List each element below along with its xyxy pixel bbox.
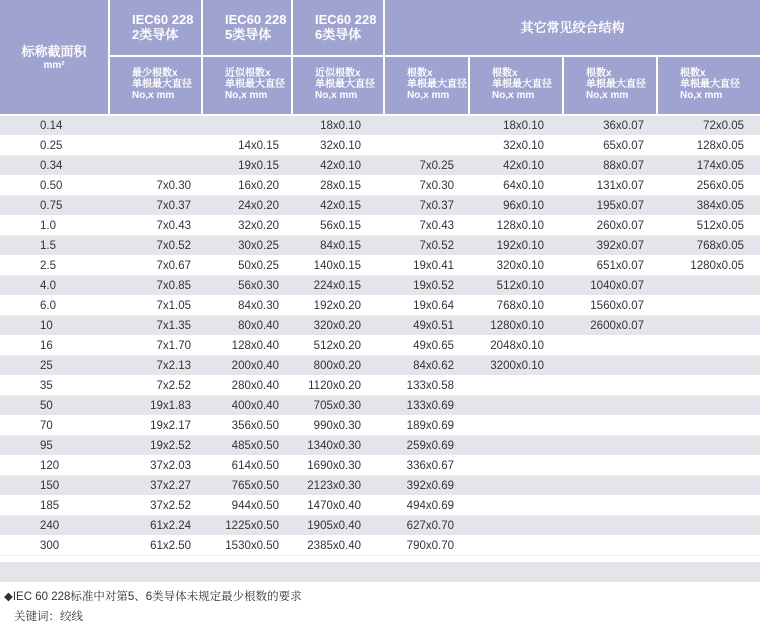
structure-cell [564,536,658,556]
structure-cell [658,516,760,536]
structure-cell [658,336,760,356]
sub-header-cell [385,57,470,116]
structure-cell [564,356,658,376]
table-row [0,476,760,496]
structure-cell: 1905x0.40 [293,516,385,536]
structure-cell: 1470x0.40 [293,496,385,516]
structure-cell: 2123x0.30 [293,476,385,496]
structure-cell: 18x0.10 [470,116,564,136]
structure-cell: 494x0.69 [385,496,470,516]
structure-cell: 50x0.25 [203,256,293,276]
structure-cell: 42x0.15 [293,196,385,216]
structure-cell: 72x0.05 [658,116,760,136]
structure-cell [658,496,760,516]
sub-header-line2: 单根最大直径 [407,79,467,90]
sub-header-line3: No,x mm [492,90,535,101]
structure-cell: 614x0.50 [203,456,293,476]
table-body [0,116,760,556]
structure-cell [658,436,760,456]
header-iec-class2-line1: IEC60 228 [132,12,194,27]
structure-cell: 320x0.10 [470,256,564,276]
structure-cell: 790x0.70 [385,536,470,556]
sub-header-line1: 根数x [680,68,706,79]
structure-cell: 64x0.10 [470,176,564,196]
header-other-structures: 其它常见绞合结构 [385,0,760,57]
sub-header-line2: 单根最大直径 [225,79,285,90]
structure-cell [385,116,470,136]
structure-cell [658,416,760,436]
structure-cell [564,336,658,356]
table-row [0,156,760,176]
structure-cell: 200x0.40 [203,356,293,376]
table-row [0,336,760,356]
structure-cell: 392x0.07 [564,236,658,256]
structure-cell: 19x1.83 [110,396,203,416]
structure-cell: 88x0.07 [564,156,658,176]
structure-cell: 36x0.07 [564,116,658,136]
sub-header-line1: 近似根数x [315,68,361,79]
structure-cell: 19x0.52 [385,276,470,296]
structure-cell: 400x0.40 [203,396,293,416]
structure-cell: 384x0.05 [658,196,760,216]
structure-cell: 37x2.03 [110,456,203,476]
sub-header-line1: 根数x [407,68,433,79]
structure-cell: 24x0.20 [203,196,293,216]
header-cross-section-title: 标称截面积 [21,43,87,59]
structure-cell [564,376,658,396]
table-row [0,256,760,276]
structure-cell [658,396,760,416]
structure-cell: 7x0.52 [385,236,470,256]
sub-header-line1: 近似根数x [225,68,271,79]
structure-cell: 651x0.07 [564,256,658,276]
structure-cell: 1040x0.07 [564,276,658,296]
cross-section-cell: 2.5 [0,256,110,276]
structure-cell: 7x1.05 [110,296,203,316]
sub-header-line2: 单根最大直径 [586,79,646,90]
structure-cell [564,396,658,416]
table-footer-band [0,562,760,582]
structure-cell: 7x2.52 [110,376,203,396]
header-cross-section [0,0,110,116]
structure-cell: 990x0.30 [293,416,385,436]
structure-cell: 19x0.64 [385,296,470,316]
structure-cell: 128x0.40 [203,336,293,356]
structure-cell: 84x0.30 [203,296,293,316]
sub-header-cell [293,57,385,116]
header-cross-section-unit: mm² [43,59,65,71]
sub-header-line3: No,x mm [680,90,723,101]
structure-cell [658,476,760,496]
structure-cell: 16x0.20 [203,176,293,196]
cross-section-cell: 300 [0,536,110,556]
structure-cell: 800x0.20 [293,356,385,376]
structure-cell: 30x0.25 [203,236,293,256]
table-row [0,176,760,196]
structure-cell: 19x0.41 [385,256,470,276]
structure-cell: 2048x0.10 [470,336,564,356]
structure-cell [470,496,564,516]
structure-cell: 7x0.30 [110,176,203,196]
structure-cell: 140x0.15 [293,256,385,276]
structure-cell: 224x0.15 [293,276,385,296]
cross-section-cell: 240 [0,516,110,536]
sub-header-line2: 单根最大直径 [315,79,375,90]
cross-section-cell: 95 [0,436,110,456]
structure-cell: 42x0.10 [293,156,385,176]
structure-cell: 128x0.10 [470,216,564,236]
structure-cell: 259x0.69 [385,436,470,456]
table-row [0,456,760,476]
table-row [0,356,760,376]
structure-cell [470,376,564,396]
table-row [0,496,760,516]
structure-cell: 7x0.67 [110,256,203,276]
structure-cell: 280x0.40 [203,376,293,396]
structure-cell: 18x0.10 [293,116,385,136]
header-iec-class6 [293,0,385,57]
structure-cell: 128x0.05 [658,136,760,156]
table-row [0,516,760,536]
structure-cell: 32x0.10 [470,136,564,156]
structure-cell: 189x0.69 [385,416,470,436]
sub-header-line2: 单根最大直径 [680,79,740,90]
table-row [0,216,760,236]
structure-cell [564,456,658,476]
structure-cell: 256x0.05 [658,176,760,196]
structure-cell: 7x0.85 [110,276,203,296]
keywords: 关键词：绞线 [14,611,83,623]
structure-cell [470,476,564,496]
structure-cell: 7x0.37 [110,196,203,216]
structure-cell [658,356,760,376]
structure-cell: 7x0.30 [385,176,470,196]
structure-cell: 37x2.27 [110,476,203,496]
sub-header-line2: 单根最大直径 [132,79,192,90]
structure-cell: 133x0.69 [385,396,470,416]
structure-cell [110,116,203,136]
structure-cell: 7x0.25 [385,156,470,176]
structure-cell: 512x0.10 [470,276,564,296]
structure-cell [564,476,658,496]
sub-header-line3: No,x mm [225,90,268,101]
structure-cell: 1280x0.10 [470,316,564,336]
structure-cell: 512x0.05 [658,216,760,236]
structure-cell: 765x0.50 [203,476,293,496]
structure-cell: 768x0.10 [470,296,564,316]
cross-section-cell: 1.5 [0,236,110,256]
structure-cell: 1225x0.50 [203,516,293,536]
structure-cell: 2385x0.40 [293,536,385,556]
sub-header-line3: No,x mm [586,90,629,101]
structure-cell: 19x2.17 [110,416,203,436]
structure-cell [470,396,564,416]
sub-header-row [0,57,760,116]
structure-cell: 7x2.13 [110,356,203,376]
structure-cell [564,436,658,456]
structure-cell: 1530x0.50 [203,536,293,556]
structure-cell [385,136,470,156]
structure-cell: 61x2.50 [110,536,203,556]
table-row [0,536,760,556]
structure-cell: 192x0.20 [293,296,385,316]
structure-cell [564,496,658,516]
structure-cell: 1120x0.20 [293,376,385,396]
sub-header-cell [470,57,564,116]
structure-cell: 32x0.20 [203,216,293,236]
cross-section-cell: 4.0 [0,276,110,296]
cross-section-cell: 70 [0,416,110,436]
sub-header-line1: 最少根数x [132,68,178,79]
header-iec-class2 [110,0,203,57]
table-row [0,116,760,136]
cross-section-cell: 120 [0,456,110,476]
structure-cell: 2600x0.07 [564,316,658,336]
structure-cell [203,116,293,136]
structure-cell: 1280x0.05 [658,256,760,276]
sub-header-cell [110,57,203,116]
structure-cell: 356x0.50 [203,416,293,436]
structure-cell: 7x0.52 [110,236,203,256]
table-row [0,296,760,316]
structure-cell: 14x0.15 [203,136,293,156]
structure-cell: 7x0.43 [110,216,203,236]
cross-section-cell: 150 [0,476,110,496]
structure-cell: 944x0.50 [203,496,293,516]
cross-section-cell: 0.50 [0,176,110,196]
table-row [0,276,760,296]
structure-cell: 56x0.15 [293,216,385,236]
structure-cell: 627x0.70 [385,516,470,536]
footnote: ◆IEC 60 228标准中对第5、6类导体未规定最少根数的要求 [4,591,302,603]
header-iec-class5-line1: IEC60 228 [225,12,287,27]
structure-cell: 1690x0.30 [293,456,385,476]
structure-cell [470,516,564,536]
structure-cell: 3200x0.10 [470,356,564,376]
sub-header-line3: No,x mm [315,90,358,101]
structure-cell: 7x1.35 [110,316,203,336]
structure-cell [110,156,203,176]
cross-section-cell: 185 [0,496,110,516]
table-row [0,236,760,256]
table-row [0,396,760,416]
structure-cell: 392x0.69 [385,476,470,496]
cross-section-cell: 16 [0,336,110,356]
header-iec-class6-line1: IEC60 228 [315,12,377,27]
structure-cell: 7x0.43 [385,216,470,236]
table-row [0,416,760,436]
structure-cell [564,416,658,436]
header-iec-class6-line2: 6类导体 [315,27,362,42]
cross-section-cell: 6.0 [0,296,110,316]
table-row [0,316,760,336]
structure-cell: 37x2.52 [110,496,203,516]
sub-header-line2: 单根最大直径 [492,79,552,90]
structure-cell: 512x0.20 [293,336,385,356]
structure-cell [658,316,760,336]
structure-cell: 174x0.05 [658,156,760,176]
structure-cell: 195x0.07 [564,196,658,216]
cross-section-cell: 10 [0,316,110,336]
sub-header-line1: 根数x [492,68,518,79]
structure-cell: 192x0.10 [470,236,564,256]
structure-cell: 19x2.52 [110,436,203,456]
table-row [0,196,760,216]
structure-cell: 7x0.37 [385,196,470,216]
structure-cell: 84x0.15 [293,236,385,256]
cross-section-cell: 0.75 [0,196,110,216]
structure-cell: 42x0.10 [470,156,564,176]
cross-section-cell: 0.14 [0,116,110,136]
sub-header-cell [658,57,760,116]
structure-cell [110,136,203,156]
structure-cell: 1560x0.07 [564,296,658,316]
structure-cell: 96x0.10 [470,196,564,216]
structure-cell: 19x0.15 [203,156,293,176]
cross-section-cell: 0.25 [0,136,110,156]
structure-cell: 49x0.65 [385,336,470,356]
header-iec-class5 [203,0,293,57]
structure-cell: 336x0.67 [385,456,470,476]
structure-cell: 260x0.07 [564,216,658,236]
sub-header-line3: No,x mm [407,90,450,101]
sub-header-cell [564,57,658,116]
header-iec-class2-line2: 2类导体 [132,27,179,42]
structure-cell: 7x1.70 [110,336,203,356]
structure-cell [470,536,564,556]
structure-cell: 32x0.10 [293,136,385,156]
structure-cell [658,376,760,396]
structure-cell [470,436,564,456]
structure-cell: 705x0.30 [293,396,385,416]
sub-header-cell [203,57,293,116]
structure-cell [658,536,760,556]
structure-cell: 49x0.51 [385,316,470,336]
structure-cell: 65x0.07 [564,136,658,156]
structure-cell: 768x0.05 [658,236,760,256]
cross-section-cell: 25 [0,356,110,376]
sub-header-line3: No,x mm [132,90,175,101]
structure-cell [658,456,760,476]
structure-cell: 320x0.20 [293,316,385,336]
sub-header-line1: 根数x [586,68,612,79]
header-iec-class5-line2: 5类导体 [225,27,272,42]
structure-cell [470,456,564,476]
table-row [0,436,760,456]
structure-cell: 485x0.50 [203,436,293,456]
structure-cell: 80x0.40 [203,316,293,336]
structure-cell: 84x0.62 [385,356,470,376]
cross-section-cell: 1.0 [0,216,110,236]
table-row [0,376,760,396]
structure-cell: 133x0.58 [385,376,470,396]
structure-cell [658,276,760,296]
structure-cell: 61x2.24 [110,516,203,536]
table-row [0,136,760,156]
structure-cell: 131x0.07 [564,176,658,196]
structure-cell: 28x0.15 [293,176,385,196]
structure-cell [658,296,760,316]
structure-cell: 1340x0.30 [293,436,385,456]
cross-section-cell: 0.34 [0,156,110,176]
structure-cell [470,416,564,436]
cross-section-cell: 35 [0,376,110,396]
structure-cell: 56x0.30 [203,276,293,296]
cross-section-cell: 50 [0,396,110,416]
structure-cell [564,516,658,536]
